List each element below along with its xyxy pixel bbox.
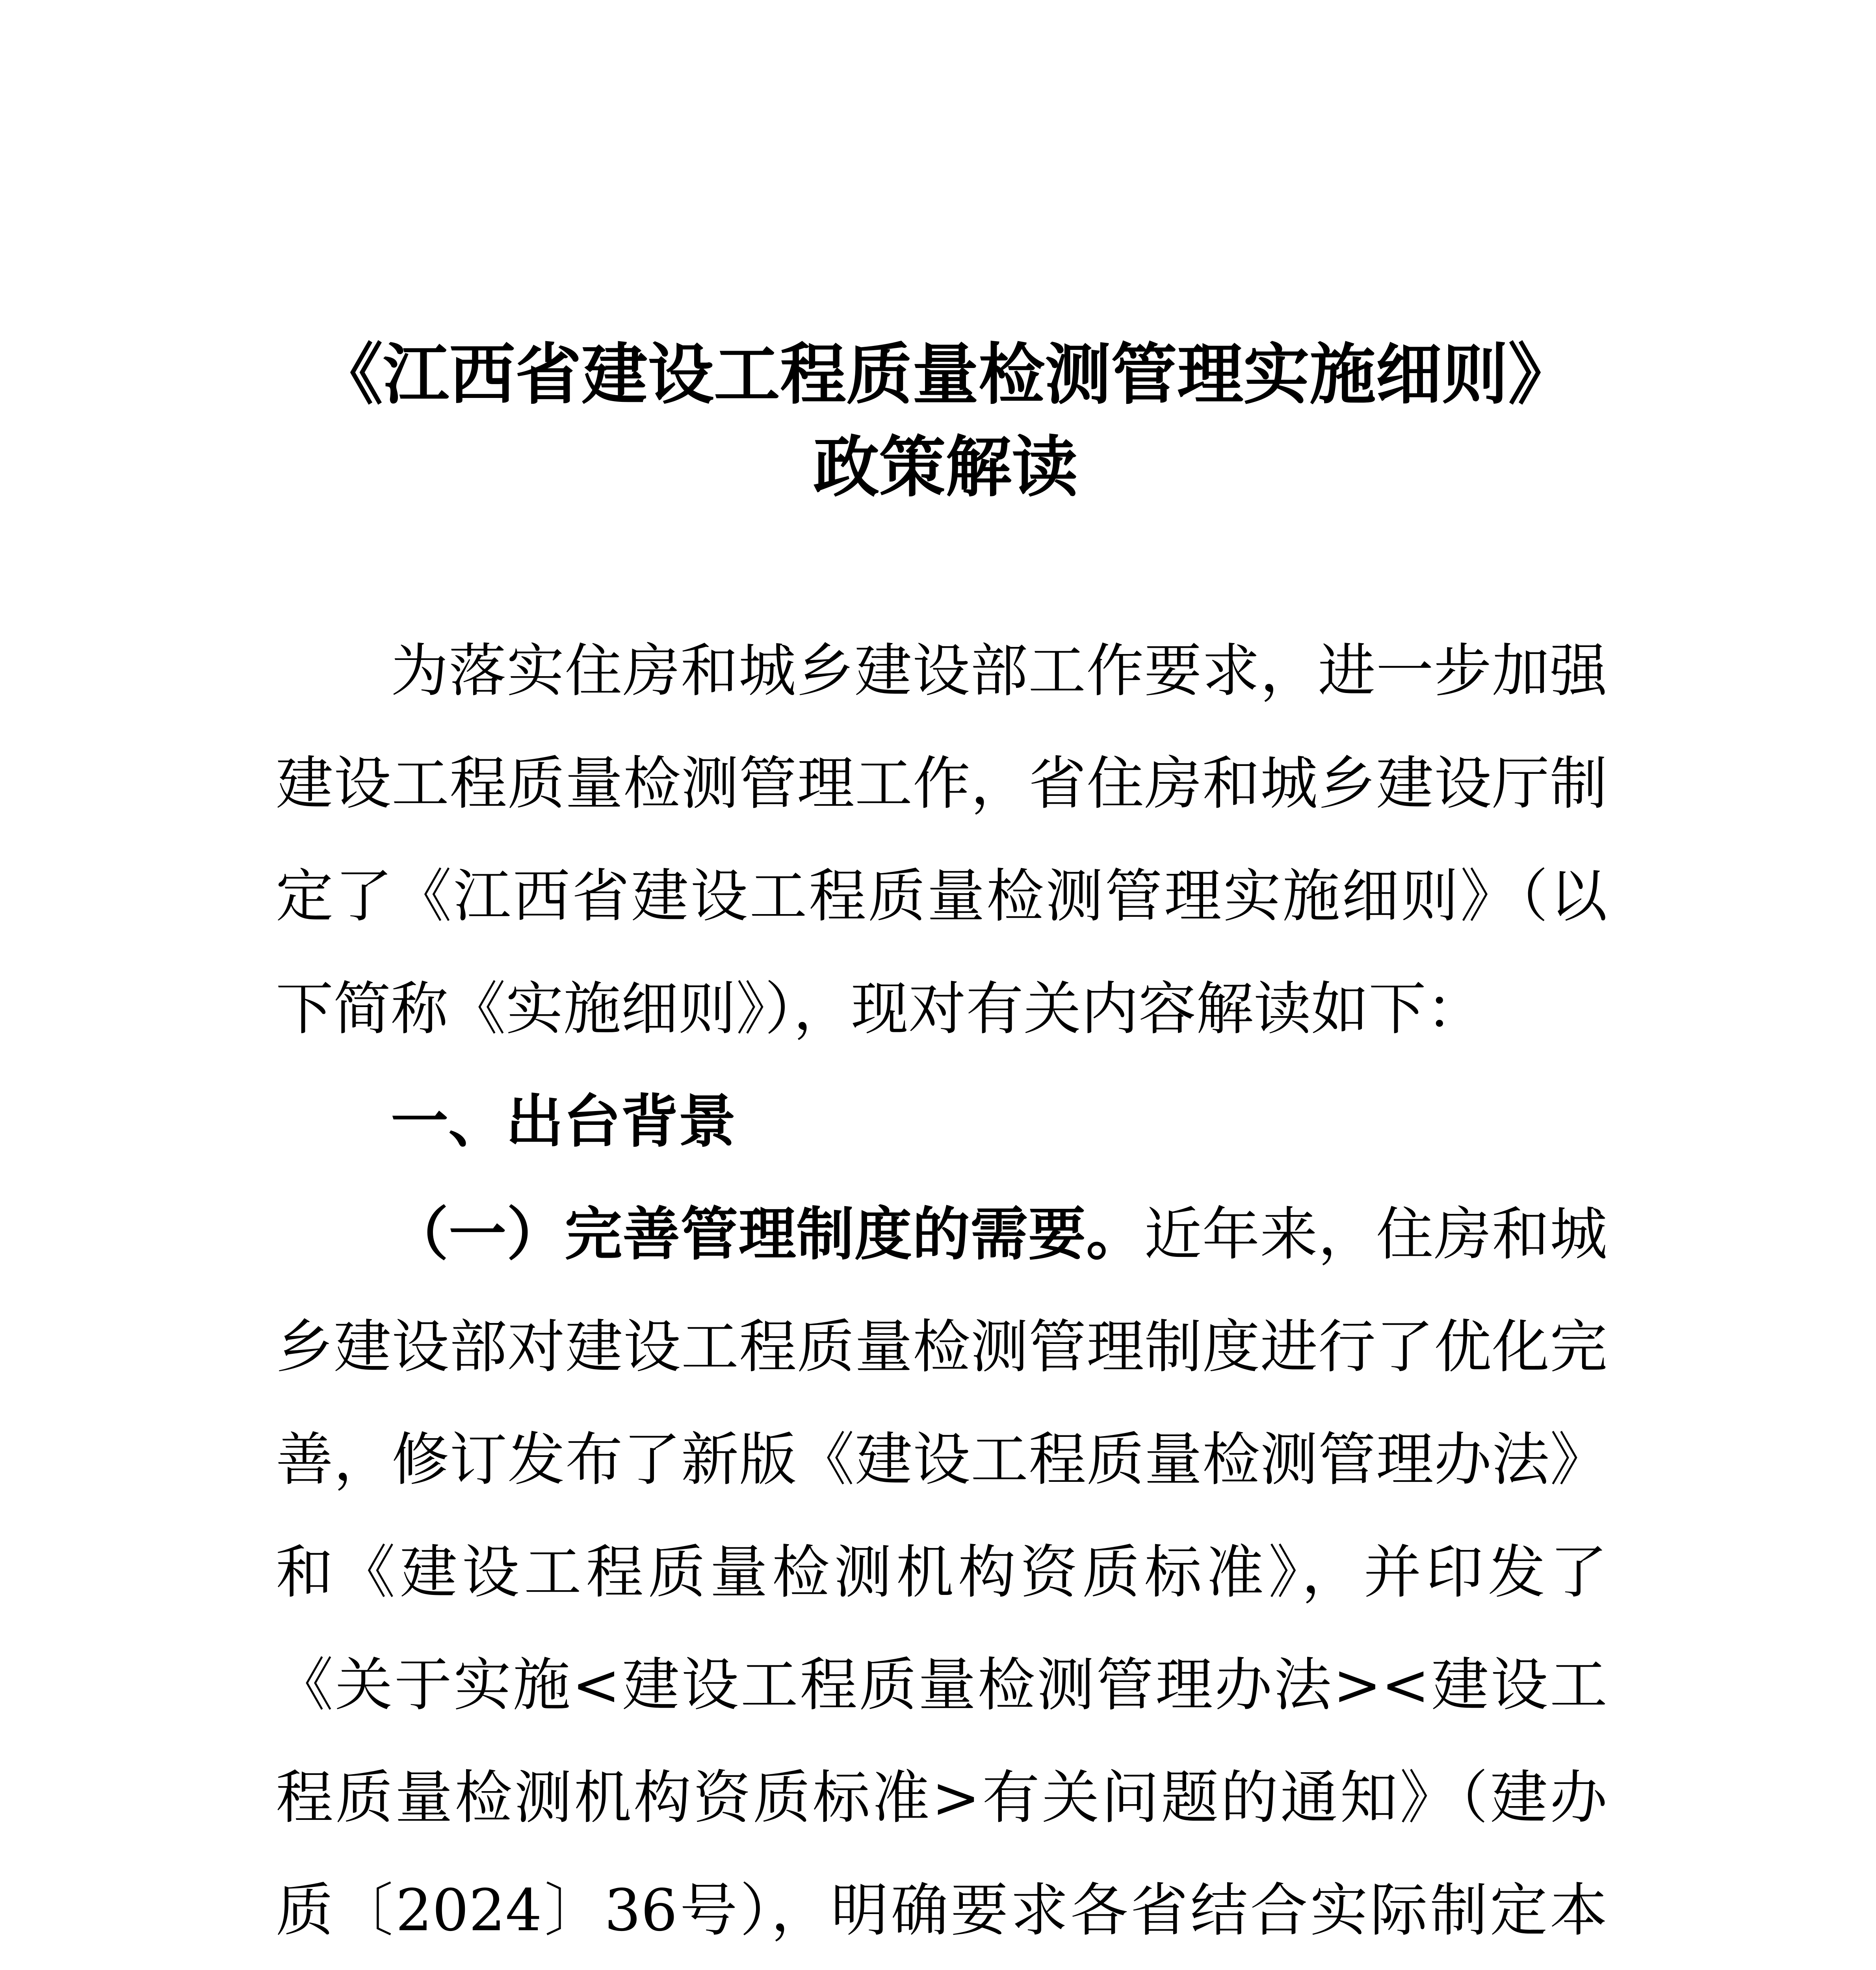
document-title-line2: 政策解读 [813, 428, 1078, 506]
document-title-line1: 《江西省建设工程质量检测管理实施细则》 [317, 335, 1574, 413]
subsection-1-lead: （一）完善管理制度的需要。 [391, 1201, 1144, 1268]
subsection-1-text: 近年来，住房和城乡建设部对建设工程质量检测管理制度进行了优化完善，修订发布了新版《建设工程质量检测管理办法》和《建设工程质量检测机构资质标准》，并印发了《关于实施<建设工程质量检测管理办法><建设工程质量检测机构资质标准>有关问题的通知》（建办质〔2024〕36号），明确要求各省结合实际制定本 [276, 1201, 1608, 1944]
section-heading-background: 一、出台背景 [391, 1088, 736, 1155]
document-body [276, 615, 1607, 1970]
intro-paragraph: 为落实住房和城乡建设部工作要求，进一步加强建设工程质量检测管理工作，省住房和城乡建设厅制定了《江西省建设工程质量检测管理实施细则》（以下简称《实施细则》），现对有关内容解读如下： [276, 637, 1607, 1043]
subsection-1-paragraph [276, 1178, 1607, 1970]
